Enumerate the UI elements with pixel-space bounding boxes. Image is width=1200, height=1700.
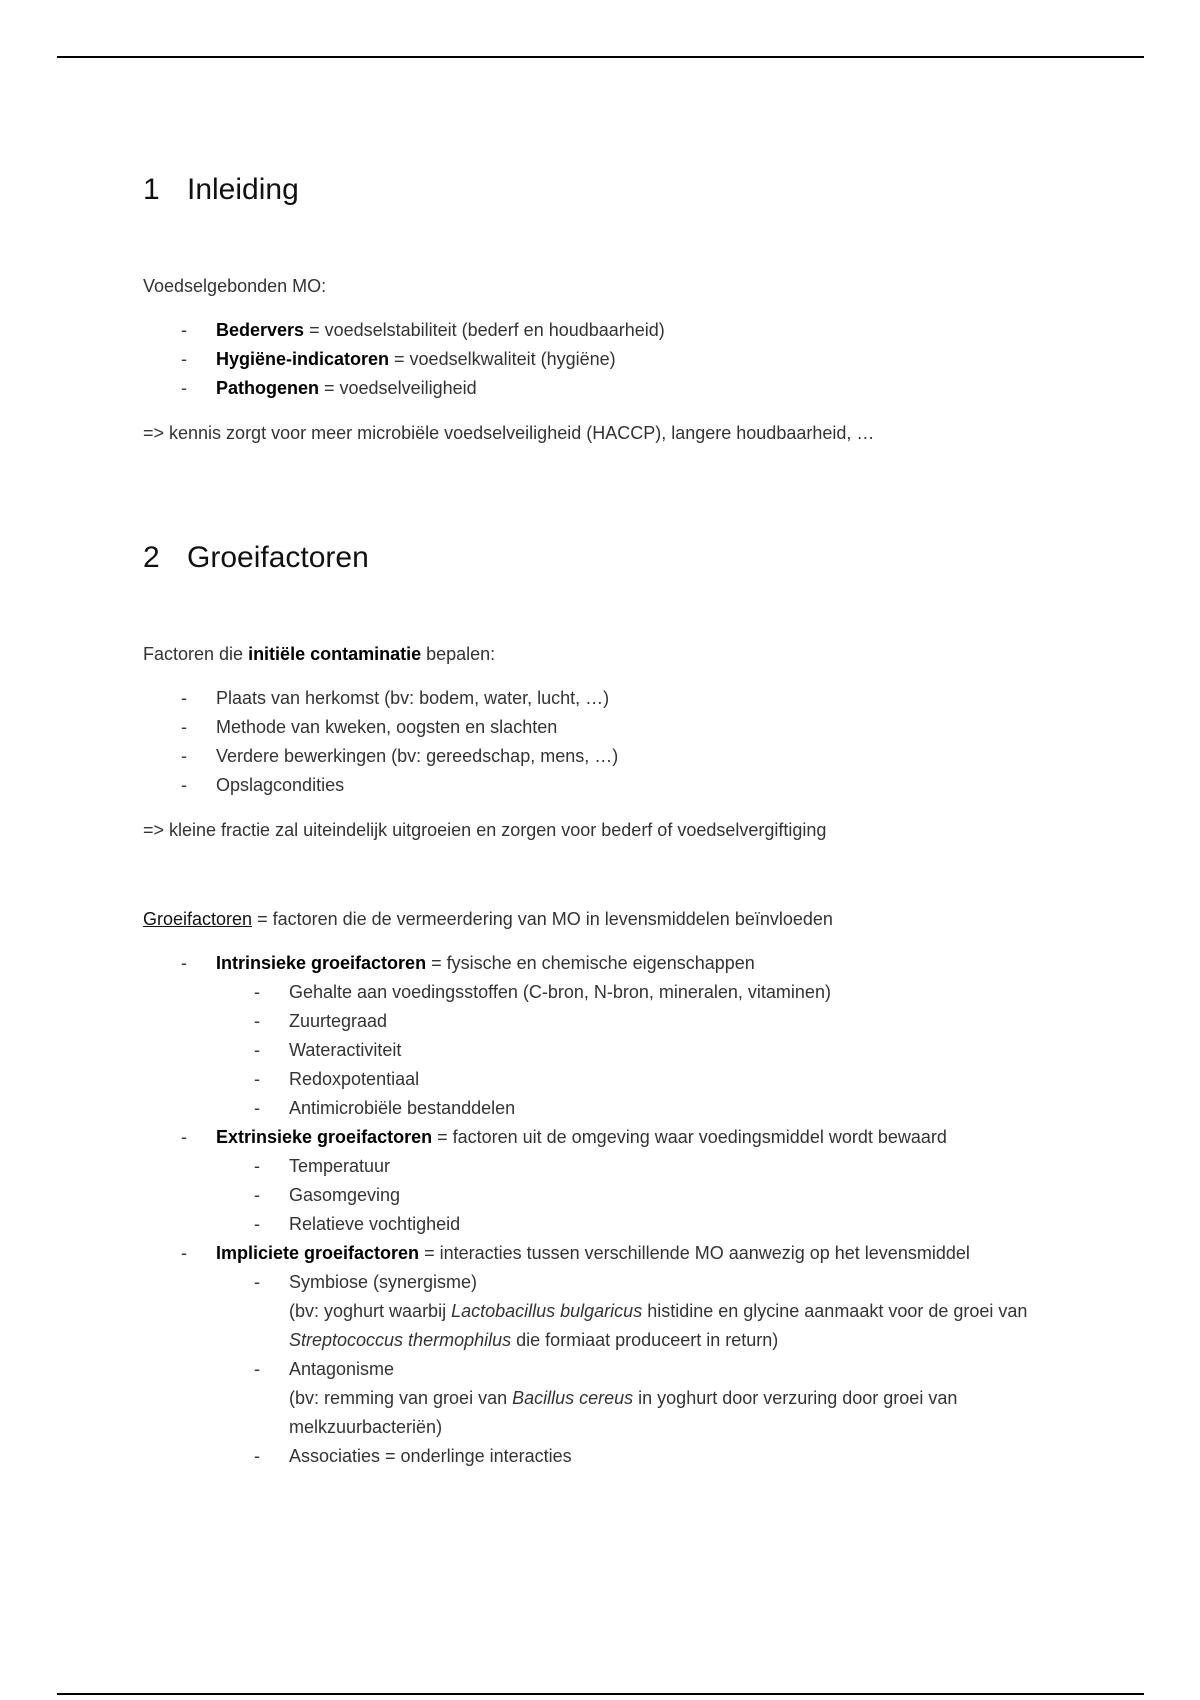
list-item: - Opslagcondities bbox=[143, 771, 1103, 800]
section-number: 1 bbox=[143, 173, 160, 206]
list-item-implicit bbox=[143, 1239, 1103, 1471]
list-item bbox=[143, 345, 1103, 374]
sub-list-item: - Redoxpotentiaal bbox=[216, 1065, 1103, 1094]
sub-list-item: - Gehalte aan voedingsstoffen (C-bron, N-bron, mineralen, vitaminen) bbox=[216, 978, 1103, 1007]
species-name: Lactobacillus bulgaricus bbox=[451, 1301, 643, 1321]
text: Factoren die bbox=[143, 644, 249, 664]
definition: = fysische en chemische eigenschappen bbox=[426, 953, 755, 973]
definition: = interacties tussen verschillende MO aanwezig op het levensmiddel bbox=[419, 1243, 970, 1263]
definition: = voedselkwaliteit (hygiëne) bbox=[389, 349, 616, 369]
section-title: Inleiding bbox=[187, 173, 299, 206]
sub-list-item: - Antimicrobiële bestanddelen bbox=[216, 1094, 1103, 1123]
sub-item-label: - Antagonisme bbox=[289, 1359, 395, 1379]
list-item bbox=[143, 374, 1103, 403]
sub-item-label: - Symbiose (synergisme) bbox=[289, 1272, 478, 1292]
term: Intrinsieke groeifactoren bbox=[216, 953, 427, 973]
bullet-list-contamination-factors bbox=[143, 684, 1103, 800]
bullet-list-mo-types bbox=[143, 316, 1103, 403]
footer-rule bbox=[57, 1693, 1144, 1695]
header-rule bbox=[57, 56, 1144, 58]
list-item: - Plaats van herkomst (bv: bodem, water, lucht, …) bbox=[143, 684, 1103, 713]
sub-list-item-antagonisme bbox=[216, 1355, 1103, 1442]
list-item: - Methode van kweken, oogsten en slachten bbox=[143, 713, 1103, 742]
species-name: Bacillus cereus bbox=[512, 1388, 634, 1408]
document-body bbox=[143, 165, 1103, 1471]
text: bepalen: bbox=[421, 644, 496, 664]
sub-item-example bbox=[289, 1384, 1103, 1442]
list-item-intrinsic bbox=[143, 949, 1103, 1123]
term: Hygiëne-indicatoren bbox=[216, 349, 390, 369]
bullet-list-growth-factors bbox=[143, 949, 1103, 1471]
definition: = voedselstabiliteit (bederf en houdbaarheid) bbox=[304, 320, 665, 340]
definition: = voedselveiligheid bbox=[319, 378, 477, 398]
term: Bedervers bbox=[216, 320, 305, 340]
sub-list-item: - Relatieve vochtigheid bbox=[216, 1210, 1103, 1239]
term: initiële contaminatie bbox=[248, 644, 422, 664]
underlined-term: Groeifactoren bbox=[143, 909, 253, 929]
section-heading-groeifactoren bbox=[143, 533, 1103, 583]
paragraph-conclusion: => kleine fractie zal uiteindelijk uitgroeien en zorgen voor bederf of voedselvergiftiging bbox=[143, 820, 827, 840]
sub-list bbox=[216, 1268, 1103, 1471]
term: Extrinsieke groeifactoren bbox=[216, 1127, 433, 1147]
paragraph-intro bbox=[143, 640, 1103, 669]
paragraph-conclusion: => kennis zorgt voor meer microbiële voedselveiligheid (HACCP), langere houdbaarheid, … bbox=[143, 423, 875, 443]
section-title: Groeifactoren bbox=[187, 541, 369, 574]
definition: = factoren die de vermeerdering van MO in levensmiddelen beïnvloeden bbox=[252, 909, 833, 929]
sub-list-item: - Zuurtegraad bbox=[216, 1007, 1103, 1036]
term: Pathogenen bbox=[216, 378, 320, 398]
list-item-extrinsic bbox=[143, 1123, 1103, 1239]
list-item: - Verdere bewerkingen (bv: gereedschap, mens, …) bbox=[143, 742, 1103, 771]
text: die formiaat produceert in return) bbox=[511, 1330, 779, 1350]
text: histidine en glycine aanmaakt voor de groei van bbox=[642, 1301, 1028, 1321]
text: in yoghurt door verzuring door groei van melkzuurbacteriën) bbox=[289, 1388, 958, 1437]
sub-list-item: - Temperatuur bbox=[216, 1152, 1103, 1181]
text: (bv: remming van groei van bbox=[289, 1388, 513, 1408]
list-item bbox=[143, 316, 1103, 345]
definition: = factoren uit de omgeving waar voedingsmiddel wordt bewaard bbox=[432, 1127, 947, 1147]
paragraph-intro: Voedselgebonden MO: bbox=[143, 276, 327, 296]
sub-list-item: - Gasomgeving bbox=[216, 1181, 1103, 1210]
sub-list bbox=[216, 1152, 1103, 1239]
sub-item-example bbox=[289, 1297, 1103, 1355]
sub-list-item-associaties: - Associaties = onderlinge interacties bbox=[216, 1442, 1103, 1471]
paragraph-definition bbox=[143, 905, 1103, 934]
sub-list-item-symbiose bbox=[216, 1268, 1103, 1355]
term: Impliciete groeifactoren bbox=[216, 1243, 420, 1263]
sub-list-item: - Wateractiviteit bbox=[216, 1036, 1103, 1065]
section-number: 2 bbox=[143, 541, 160, 574]
species-name: Streptococcus thermophilus bbox=[289, 1330, 512, 1350]
text: (bv: yoghurt waarbij bbox=[289, 1301, 452, 1321]
sub-list bbox=[216, 978, 1103, 1123]
section-heading-inleiding bbox=[143, 165, 1103, 215]
